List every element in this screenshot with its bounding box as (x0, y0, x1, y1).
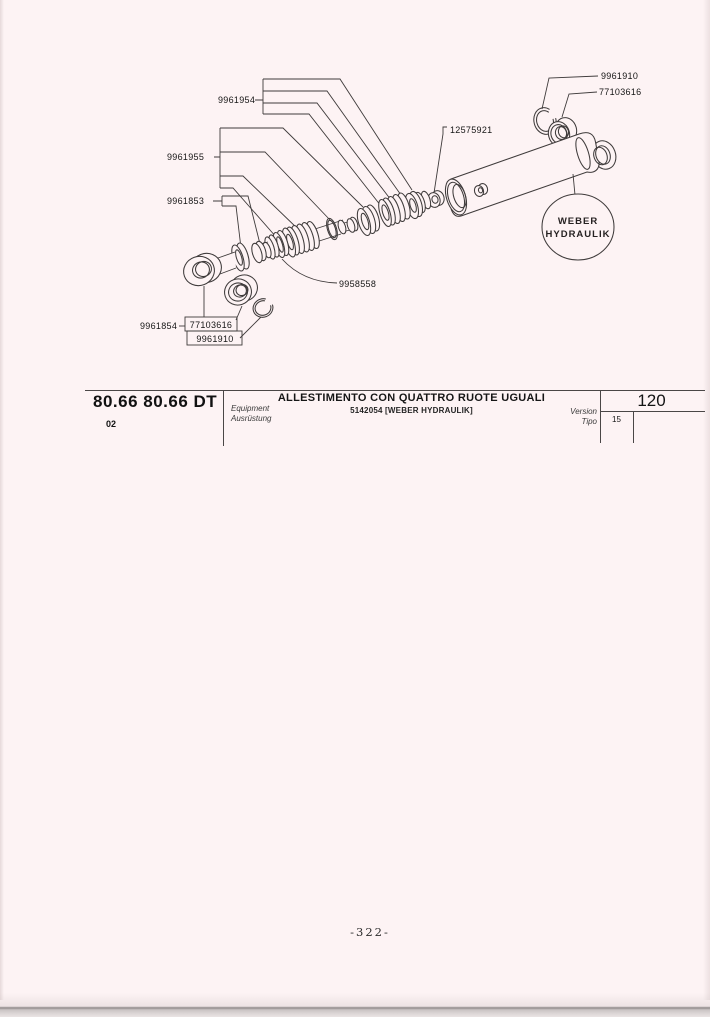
exploded-diagram (0, 0, 710, 380)
version-cell-divider (633, 411, 634, 443)
equipment-label-en: Equipment (231, 404, 270, 413)
part-label-rod-eye: 9961854 (140, 321, 178, 331)
scan-edge-right (703, 0, 710, 1000)
bottom-seal-ring-part (250, 296, 275, 320)
weber-hydraulik-badge (542, 194, 614, 260)
group-number: 120 (637, 391, 666, 410)
part-label-piston-ring: 12575921 (450, 125, 493, 135)
version-label-it: Tipo (581, 417, 597, 426)
part-label-guide-bush-bottom: 77103616 (189, 320, 233, 330)
part-label-seal-set-b: 9961955 (167, 152, 205, 162)
piston-rod-part (313, 216, 359, 243)
part-label-seal-ring-top: 9961910 (601, 71, 639, 81)
model-subcode: 02 (106, 419, 117, 429)
scan-edge-left (0, 0, 4, 1000)
group-number-underline (600, 411, 705, 412)
equipment-label-de: Ausrüstung (231, 414, 272, 423)
version-value: 15 (612, 415, 621, 424)
part-label-back-ring: 9961853 (167, 196, 205, 206)
part-label-seal-set-a: 9961954 (218, 95, 256, 105)
section-subtitle: 5142054 [WEBER HYDRAULIK] (350, 406, 473, 415)
title-block-divider-1 (223, 390, 224, 446)
badge-line1: WEBER (557, 216, 599, 227)
part-label-snap-ring: 9958558 (339, 279, 377, 289)
part-label-seal-ring-bottom: 9961910 (196, 334, 234, 344)
scan-edge-bottom (0, 993, 710, 1017)
badge-line2: HYDRAULIK (545, 229, 611, 240)
washer-pair-part (355, 203, 383, 237)
version-labels (535, 407, 597, 427)
part-label-guide-bush-top: 77103616 (599, 87, 642, 97)
model-code: 80.66 80.66 DT (93, 392, 218, 411)
version-label-en: Version (570, 407, 597, 416)
page-number: -322- (350, 925, 390, 939)
section-title: ALLESTIMENTO CON QUATTRO RUOTE UGUALI (277, 392, 546, 404)
